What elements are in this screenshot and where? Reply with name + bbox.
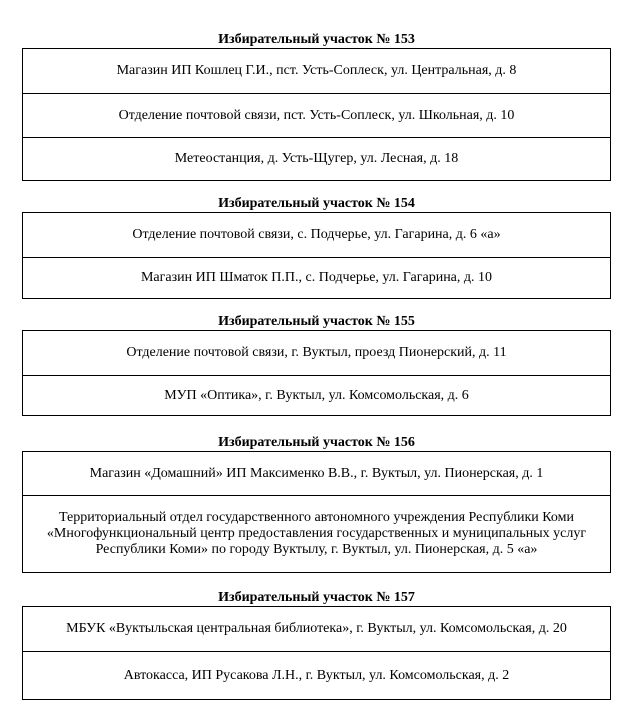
address-row: Магазин ИП Кошлец Г.И., пст. Усть-Соплеск, ул. Центральная, д. 8 bbox=[116, 63, 517, 78]
precinct-title: Избирательный участок № 153 bbox=[218, 32, 415, 47]
address-row: Территориальный отдел государственного автономного учреждения Республики Коми «Многофункциональный центр предоставления государственных и муниципальных услуг Республики Коми» по городу Вуктылу, г. Вуктыл, ул. Пионерская, д. 5 «а» bbox=[23, 495, 610, 572]
address-table bbox=[22, 451, 611, 573]
address-row: Метеостанция, д. Усть-Щугер, ул. Лесная, д. 18 bbox=[23, 137, 610, 180]
precinct-157 bbox=[22, 590, 611, 700]
address-row: Автокасса, ИП Русакова Л.Н., г. Вуктыл, ул. Комсомольская, д. 2 bbox=[23, 651, 610, 699]
address-row: Отделение почтовой связи, г. Вуктыл, проезд Пионерский, д. 11 bbox=[126, 345, 507, 360]
address-table bbox=[22, 606, 611, 700]
address-row: Магазин «Домашний» ИП Максименко В.В., г. Вуктыл, ул. Пионерская, д. 1 bbox=[89, 465, 544, 481]
address-table bbox=[22, 212, 611, 299]
precinct-title: Избирательный участок № 154 bbox=[218, 196, 415, 211]
address-table bbox=[22, 330, 611, 416]
address-row: Отделение почтовой связи, с. Подчерье, ул. Гагарина, д. 6 «а» bbox=[132, 227, 501, 242]
address-row: МБУК «Вуктыльская центральная библиотека», г. Вуктыл, ул. Комсомольская, д. 20 bbox=[66, 621, 567, 636]
precinct-title: Избирательный участок № 157 bbox=[218, 590, 415, 605]
address-row: Магазин ИП Шматок П.П., с. Подчерье, ул. Гагарина, д. 10 bbox=[23, 257, 610, 298]
precinct-title: Избирательный участок № 156 bbox=[218, 435, 415, 450]
address-row: Отделение почтовой связи, пст. Усть-Соплеск, ул. Школьная, д. 10 bbox=[23, 93, 610, 137]
address-row: МУП «Оптика», г. Вуктыл, ул. Комсомольская, д. 6 bbox=[23, 375, 610, 415]
precinct-153 bbox=[22, 32, 611, 181]
precinct-154 bbox=[22, 196, 611, 299]
precinct-title: Избирательный участок № 155 bbox=[218, 314, 415, 329]
address-table bbox=[22, 48, 611, 181]
precinct-156 bbox=[22, 435, 611, 573]
precinct-155 bbox=[22, 314, 611, 416]
